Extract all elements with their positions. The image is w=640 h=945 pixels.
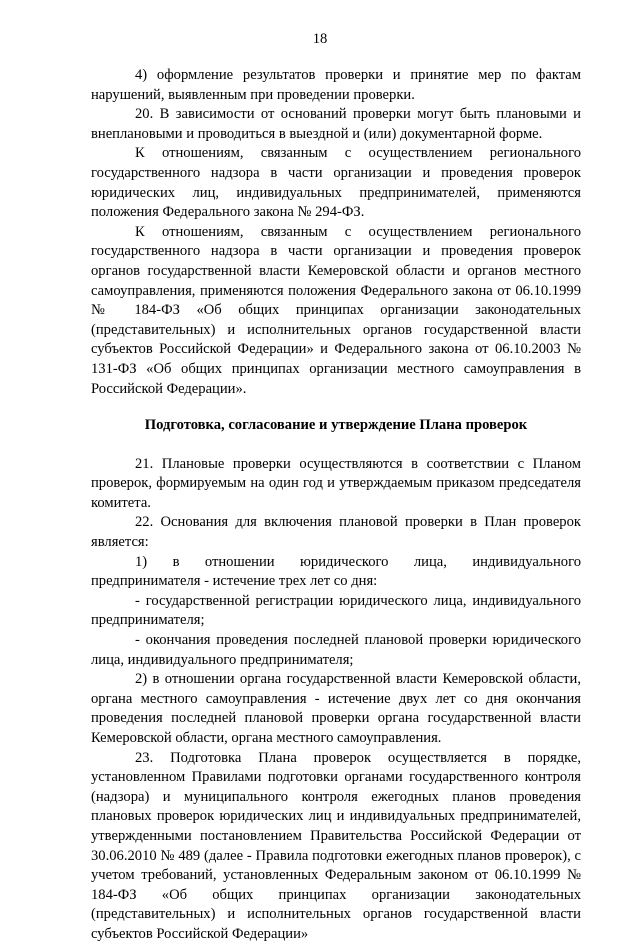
paragraph-4-results: 4) оформление результатов проверки и принятие мер по фактам нарушений, выявленным при проведении проверки. [91, 67, 581, 103]
paragraph-22-grounds: 22. Основания для включения плановой проверки в План проверок является: [91, 514, 581, 551]
page-content [91, 66, 581, 945]
page-number: 18 [312, 31, 328, 47]
paragraph-184fz-relations: К отношениям, связанным с осуществлением регионального государственного надзора в части организации и проведения проверок органов государственной власти Кемеровской области и органов местного самоуправления, применяются положения Федерального закона от 06.10.1999 № 184-ФЗ «Об общих принципах организации законодательных (представительных) и исполнительных органов государственной власти субъектов Российской Федерации» и Федерального закона от 06.10.2003 № 131-ФЗ «Об общих принципах организации местного самоуправления в Российской Федерации». [91, 223, 581, 397]
paragraph-22-1-registration: - государственной регистрации юридического лица, индивидуального предпринимателя; [91, 592, 581, 629]
section-heading: Подготовка, согласование и утверждение Плана проверок [144, 417, 528, 434]
paragraph-20-check-types: 20. В зависимости от оснований проверки могут быть плановыми и внеплановыми и проводиться в выездной и (или) документарной форме. [91, 106, 581, 142]
paragraph-22-2-government-body: 2) в отношении органа государственной власти Кемеровской области, органа местного самоуправления - истечение двух лет со дня окончания проведения последней плановой проверки органа государственной власти Кемеровской области, органа местного самоуправления. [91, 671, 581, 746]
paragraph-294fz-relations: К отношениям, связанным с осуществлением регионального государственного надзора в части организации и проведения проверок юридических лиц, индивидуальных предпринимателей, применяются положения Федерального закона № 294-ФЗ. [91, 145, 581, 221]
paragraph-22-1-last-check: - окончания проведения последней плановой проверки юридического лица, индивидуального предпринимателя; [91, 632, 581, 668]
paragraph-21-planned-checks: 21. Плановые проверки осуществляются в соответствии с Планом проверок, формируемым на один год и утверждаемым приказом председателя комитета. [91, 455, 581, 511]
paragraph-22-1-legal-entity: 1) в отношении юридического лица, индивидуального предпринимателя - истечение трех лет со дня: [91, 553, 581, 590]
paragraph-23-plan-preparation: 23. Подготовка Плана проверок осуществляется в порядке, установленном Правилами подготовки органами государственного контроля (надзора) и муниципального контроля ежегодных планов проведения плановых проверок юридических лиц и индивидуальных предпринимателей, утвержденными постановлением Правительства Российской Федерации от 30.06.2010 № 489 (далее - Правила подготовки ежегодных планов проверок), с учетом требований, установленных Федеральным законом от 06.10.1999 № 184-ФЗ «Об общих принципах организации законодательных (представительных) и исполнительных органов государственной власти субъектов Российской Федерации» [91, 749, 581, 942]
